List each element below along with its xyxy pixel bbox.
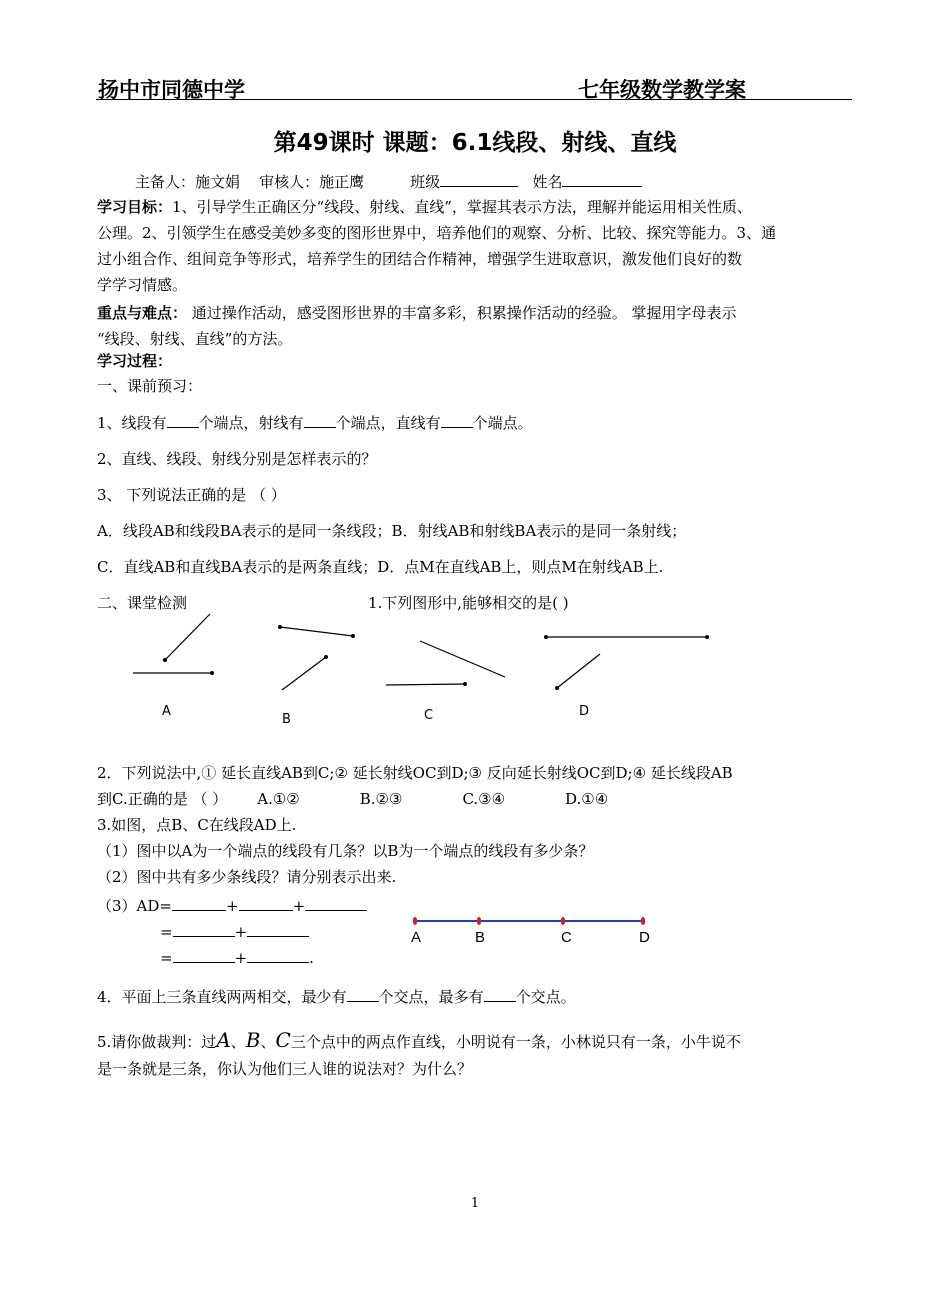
- page-number: 1: [470, 1196, 480, 1211]
- class-check-q1: 1.下列图形中,能够相交的是( ): [368, 594, 569, 612]
- figure-label-a: A: [162, 704, 171, 719]
- key-points-line1: 通过操作活动，感受图形世界的丰富多彩，积累操作活动的经验。 掌握用字母表示: [187, 304, 737, 322]
- objectives-line4: 学学习情感。: [97, 276, 188, 294]
- segment-label-d: D: [639, 929, 650, 946]
- class-check-q5-line2: 是一条就是三条，你认为他们三人谁的说法对？为什么？: [97, 1060, 473, 1078]
- figure-label-c: C: [424, 708, 434, 723]
- q4-blank-1[interactable]: [347, 987, 379, 1002]
- objectives-line1: 1、引导学生正确区分“线段、射线、直线”，掌握其表示方法，理解并能运用相关性质、: [172, 198, 752, 216]
- ad-blank-3[interactable]: [305, 896, 367, 911]
- q5-part-a: 5.请你做裁判：过: [97, 1033, 217, 1051]
- class-check-q2-line2: [97, 788, 608, 809]
- q2-option-b: B.②③: [359, 790, 403, 808]
- point-a: [413, 917, 417, 925]
- figure-b: [278, 625, 355, 690]
- period: .: [309, 949, 314, 967]
- q5-part-b: 三个点中的两点作直线，小明说有一条，小林说只有一条，小牛说不: [290, 1033, 741, 1051]
- q4-part-c: 个交点。: [515, 988, 576, 1006]
- equals-sign: =: [160, 923, 173, 941]
- figure-d: [544, 635, 709, 690]
- q4-blank-2[interactable]: [484, 987, 516, 1002]
- page-title: 第49课时 课题：6.1线段、射线、直线: [273, 130, 677, 156]
- ad-blank-7[interactable]: [247, 948, 309, 963]
- q1-part-b: 个端点，射线有: [198, 414, 304, 432]
- class-check-heading: 二、课堂检测: [97, 594, 188, 612]
- segment-label-b: B: [475, 929, 486, 946]
- q2-option-d: D.①④: [565, 790, 609, 808]
- plus-sign: +: [234, 923, 248, 941]
- q4-part-a: 4．平面上三条直线两两相交，最少有: [97, 988, 347, 1006]
- q5-point-c: C: [275, 1028, 291, 1052]
- name-label: 姓名: [532, 173, 563, 191]
- objectives-label: 学习目标：: [97, 198, 173, 216]
- ad-blank-4[interactable]: [173, 922, 235, 937]
- point-b: [477, 917, 481, 925]
- q5-sep: 、: [260, 1033, 276, 1051]
- q3-sub3-label: （3）AD=: [97, 897, 172, 915]
- ad-blank-2[interactable]: [239, 896, 293, 911]
- figure-label-b: B: [282, 712, 291, 727]
- q5-point-b: B: [245, 1028, 261, 1052]
- ad-blank-1[interactable]: [172, 896, 226, 911]
- reviewed-by: 审核人：施正鹰: [259, 173, 365, 191]
- segment-ad-figure: [405, 910, 660, 950]
- class-check-q2-line1: 2．下列说法中,① 延长直线AB到C;② 延长射线OC到D;③ 反向延长射线OC到D;④ 延长线段AB: [97, 764, 733, 782]
- preview-q3: 3、 下列说法正确的是 （ ）: [97, 486, 286, 504]
- plus-sign: +: [292, 897, 306, 915]
- key-points-label: 重点与难点：: [97, 304, 188, 322]
- q2-option-c: C.③④: [462, 790, 506, 808]
- subject-title: 七年级数学教学案: [578, 78, 746, 102]
- q2-option-a: A.①②: [257, 790, 300, 808]
- point-c: [561, 917, 565, 925]
- objectives-line3: 过小组合作、组间竞争等形式，培养学生的团结合作精神，增强学生进取意识，激发他们良好的数: [97, 250, 743, 268]
- objectives-line2: 公理。2、引领学生在感受美妙多变的图形世界中，培养他们的观察、分析、比较、探究等能力。3、通: [97, 224, 777, 242]
- q3-sub3-row3: [160, 948, 314, 967]
- ad-blank-6[interactable]: [173, 948, 235, 963]
- figure-c: [386, 641, 505, 686]
- preview-q2: 2、直线、线段、射线分别是怎样表示的？: [97, 450, 377, 468]
- q1-part-d: 个端点。: [472, 414, 533, 432]
- point-d: [641, 917, 645, 925]
- q4-part-b: 个交点，最多有: [378, 988, 484, 1006]
- q3-sub3-row2: [160, 922, 309, 941]
- plus-sign: +: [225, 897, 239, 915]
- preview-q3-options-2: C．直线AB和直线BA表示的是两条直线；D．点M在直线AB上，则点M在射线AB上.: [97, 558, 664, 576]
- segment-label-a: A: [411, 929, 422, 946]
- q5-point-a: A: [216, 1028, 231, 1052]
- key-points-line2: “线段、射线、直线”的方法。: [97, 330, 293, 348]
- school-name: 扬中市同德中学: [98, 78, 245, 102]
- figure-label-d: D: [579, 704, 590, 719]
- class-check-q4: [97, 986, 576, 1007]
- class-label: 班级: [410, 173, 441, 191]
- ad-blank-5[interactable]: [247, 922, 309, 937]
- preview-q3-options-1: A．线段AB和线段BA表示的是同一条线段；B．射线AB和射线BA表示的是同一条射线；: [97, 522, 687, 540]
- process-label: 学习过程：: [97, 352, 173, 370]
- class-check-q3-sub1: （1）图中以A为一个端点的线段有几条？以B为一个端点的线段有多少条？: [97, 842, 594, 860]
- q1-part-c: 个端点，直线有: [335, 414, 441, 432]
- class-check-q5-line1: [97, 1028, 741, 1052]
- preview-heading: 一、课前预习：: [97, 377, 203, 395]
- equals-sign: =: [160, 949, 173, 967]
- segment-label-c: C: [561, 929, 572, 946]
- class-check-q3: 3.如图，点B、C在线段AD上.: [97, 816, 297, 834]
- prepared-by: 主备人：施文娟: [135, 173, 241, 191]
- q5-sep: 、: [230, 1033, 246, 1051]
- plus-sign: +: [234, 949, 248, 967]
- figure-a: [133, 614, 214, 675]
- class-check-q3-sub2: （2）图中共有多少条线段？请分别表示出来.: [97, 868, 397, 886]
- q2-prompt: 到C.正确的是 （ ）: [97, 790, 228, 808]
- q3-sub3-row1: [97, 895, 367, 916]
- q1-part-a: 1、线段有: [97, 414, 167, 432]
